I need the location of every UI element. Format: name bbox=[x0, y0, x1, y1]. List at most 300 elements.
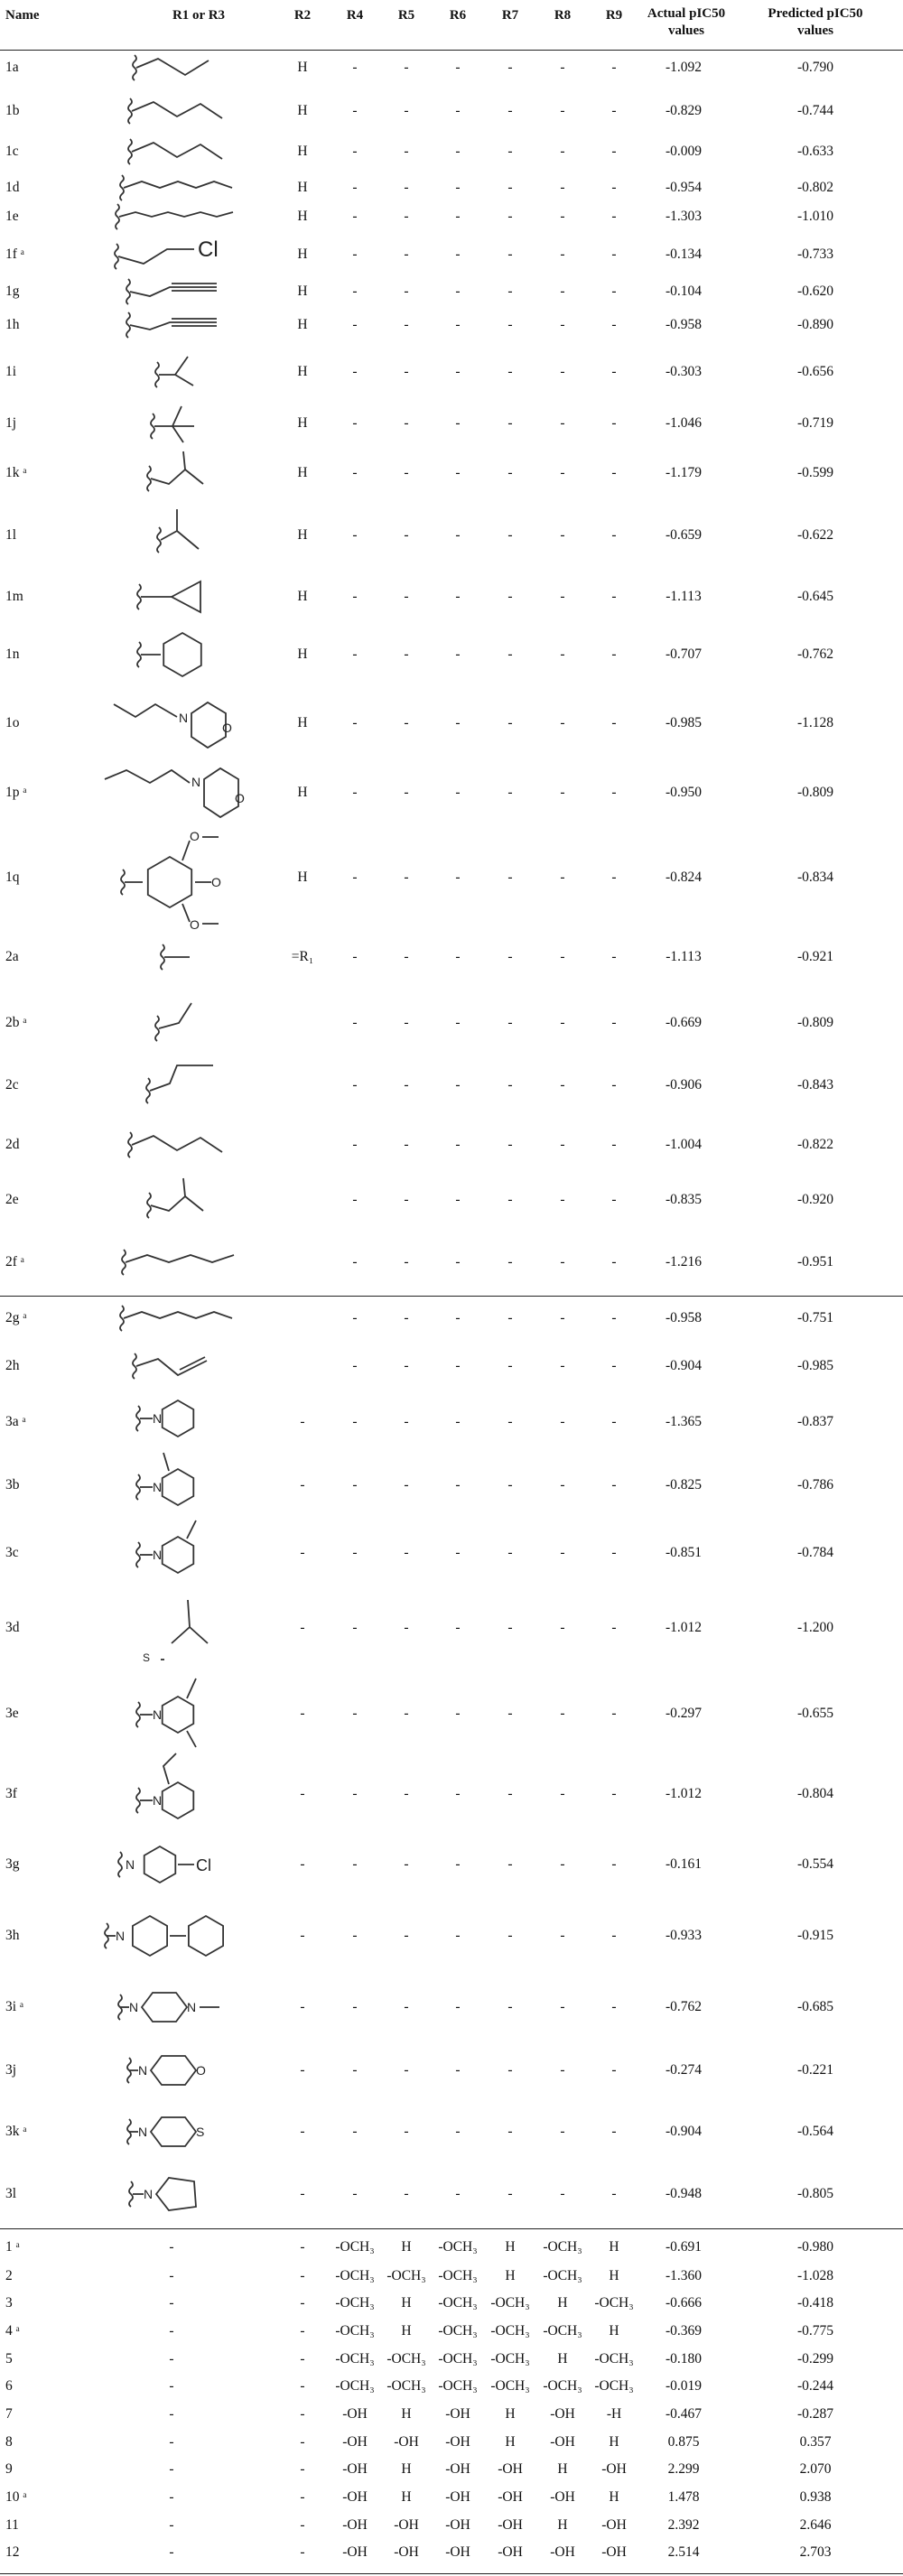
r6-value: - bbox=[455, 1999, 461, 2014]
r9-value: - bbox=[611, 527, 617, 543]
structure-drawing bbox=[113, 1980, 230, 2034]
predicted-value: -0.418 bbox=[796, 2295, 834, 2311]
actual-value: -0.824 bbox=[665, 870, 703, 885]
actual-value: -0.985 bbox=[665, 715, 703, 730]
r9-value: - bbox=[611, 1545, 617, 1560]
compound-name: 3j bbox=[5, 2062, 17, 2078]
compound-name: 2d bbox=[5, 1137, 20, 1152]
r5-value: - bbox=[404, 180, 409, 195]
structure-drawing bbox=[108, 692, 235, 755]
r5-value: - bbox=[404, 1999, 409, 2014]
structure-drawing bbox=[131, 1449, 212, 1521]
structure-drawing bbox=[131, 401, 212, 446]
r4-value: - bbox=[352, 317, 358, 332]
r2-value: H bbox=[297, 715, 308, 730]
table-header bbox=[0, 0, 903, 51]
r6-value: - bbox=[455, 2124, 461, 2139]
r5-value: H bbox=[401, 2406, 412, 2422]
compound-name: 3d bbox=[5, 1620, 20, 1635]
compound-name: 2h bbox=[5, 1358, 20, 1373]
predicted-value: -0.834 bbox=[796, 870, 834, 885]
r8-value: -OCH₃ bbox=[543, 2239, 582, 2255]
r6-value: - bbox=[455, 715, 461, 730]
r4-value: - bbox=[352, 284, 358, 299]
structure-drawing bbox=[122, 2043, 221, 2097]
predicted-value: -1.128 bbox=[796, 715, 834, 730]
predicted-value: -0.822 bbox=[796, 1137, 834, 1152]
r9-value: - bbox=[611, 646, 617, 662]
r8-value: - bbox=[560, 1999, 565, 2014]
r5-value: - bbox=[404, 60, 409, 75]
r4-value: -OH bbox=[342, 2544, 368, 2560]
r9-value: - bbox=[611, 1620, 617, 1635]
actual-value: 2.392 bbox=[667, 2517, 700, 2533]
actual-value: -0.707 bbox=[665, 646, 703, 662]
r7-value: - bbox=[507, 144, 513, 159]
r6-value: -OH bbox=[445, 2517, 470, 2533]
r2-value: - bbox=[300, 2517, 305, 2533]
compound-name: 3k ᵃ bbox=[5, 2124, 27, 2139]
predicted-value: -0.843 bbox=[796, 1077, 834, 1093]
r7-value: - bbox=[507, 284, 513, 299]
r9-value: - bbox=[611, 870, 617, 885]
r8-value: - bbox=[560, 1015, 565, 1030]
r2-value: H bbox=[297, 415, 308, 431]
r5-value: -OCH₃ bbox=[386, 2378, 426, 2394]
r8-value: - bbox=[560, 1928, 565, 1943]
actual-value: 1.478 bbox=[667, 2489, 700, 2505]
r4-value: - bbox=[352, 2186, 358, 2201]
r6-value: - bbox=[455, 1706, 461, 1721]
r4-value: -OH bbox=[342, 2461, 368, 2477]
r5-value: - bbox=[404, 144, 409, 159]
r8-value: - bbox=[560, 589, 565, 604]
structure-drawing bbox=[108, 206, 235, 228]
actual-value: -1.365 bbox=[665, 1414, 703, 1429]
r1-value: - bbox=[169, 2406, 174, 2422]
compound-name: 1c bbox=[5, 144, 19, 159]
structure-drawing bbox=[122, 2167, 221, 2221]
r8-value: - bbox=[560, 527, 565, 543]
r5-value: - bbox=[404, 715, 409, 730]
r5-value: - bbox=[404, 2124, 409, 2139]
r5-value: - bbox=[404, 1477, 409, 1493]
r6-value: -OH bbox=[445, 2544, 470, 2560]
r5-value: -OH bbox=[394, 2544, 419, 2560]
structure-drawing bbox=[131, 1673, 212, 1754]
r4-value: - bbox=[352, 715, 358, 730]
r9-value: -OCH₃ bbox=[594, 2295, 634, 2311]
r8-value: - bbox=[560, 2186, 565, 2201]
r2-value: H bbox=[297, 60, 308, 75]
structure-drawing bbox=[99, 752, 244, 833]
r9-value: - bbox=[611, 1928, 617, 1943]
r4-value: -OH bbox=[342, 2489, 368, 2505]
r5-value: - bbox=[404, 589, 409, 604]
compound-name: 1q bbox=[5, 870, 20, 885]
predicted-value: -0.784 bbox=[796, 1545, 834, 1560]
r5-value: -OCH₃ bbox=[386, 2351, 426, 2367]
r4-value: - bbox=[352, 103, 358, 118]
r8-value: - bbox=[560, 415, 565, 431]
r6-value: - bbox=[455, 1192, 461, 1207]
r4-value: - bbox=[352, 2124, 358, 2139]
r5-value: - bbox=[404, 284, 409, 299]
r2-value: H bbox=[297, 246, 308, 262]
compound-name: 3f bbox=[5, 1786, 17, 1801]
r7-value: H bbox=[505, 2406, 516, 2422]
predicted-value: -0.564 bbox=[796, 2124, 834, 2139]
r5-value: -OCH₃ bbox=[386, 2268, 426, 2283]
actual-value: -0.825 bbox=[665, 1477, 703, 1493]
r2-value: - bbox=[300, 2406, 305, 2422]
actual-value: -0.297 bbox=[665, 1706, 703, 1721]
structure-drawing bbox=[122, 50, 221, 86]
r4-value: - bbox=[352, 1192, 358, 1207]
r2-value: - bbox=[300, 2295, 305, 2311]
r4-value: -OCH₃ bbox=[335, 2351, 375, 2367]
r9-value: - bbox=[611, 1786, 617, 1801]
compound-name: 3l bbox=[5, 2186, 17, 2201]
r6-value: -OCH₃ bbox=[438, 2351, 478, 2367]
actual-value: -0.829 bbox=[665, 103, 703, 118]
r2-value: - bbox=[300, 2268, 305, 2283]
predicted-value: -0.719 bbox=[796, 415, 834, 431]
r8-value: - bbox=[560, 949, 565, 964]
r5-value: - bbox=[404, 1414, 409, 1429]
predicted-value: -0.809 bbox=[796, 1015, 834, 1030]
r4-value: - bbox=[352, 415, 358, 431]
compound-name: 1g bbox=[5, 284, 20, 299]
r7-value: H bbox=[505, 2239, 516, 2255]
compound-name: 5 bbox=[5, 2351, 13, 2367]
r8-value: H bbox=[557, 2295, 568, 2311]
r1-value: - bbox=[169, 2434, 174, 2450]
r7-value: -OCH₃ bbox=[490, 2323, 530, 2339]
r4-value: - bbox=[352, 364, 358, 379]
actual-value: -0.954 bbox=[665, 180, 703, 195]
r9-value: - bbox=[611, 1015, 617, 1030]
r9-value: - bbox=[611, 1077, 617, 1093]
actual-value: -0.161 bbox=[665, 1856, 703, 1872]
compound-name: 1m bbox=[5, 589, 23, 604]
r6-value: - bbox=[455, 246, 461, 262]
svg-text:N: N bbox=[153, 1707, 163, 1722]
r9-value: H bbox=[609, 2323, 619, 2339]
r2-value: - bbox=[300, 1477, 305, 1493]
compound-name: 1n bbox=[5, 646, 20, 662]
r6-value: -OCH₃ bbox=[438, 2295, 478, 2311]
compound-name: 3h bbox=[5, 1928, 20, 1943]
r8-value: - bbox=[560, 1192, 565, 1207]
actual-value: -1.303 bbox=[665, 209, 703, 224]
r7-value: - bbox=[507, 1015, 513, 1030]
r8-value: - bbox=[560, 646, 565, 662]
r9-value: - bbox=[611, 2124, 617, 2139]
actual-value: -1.046 bbox=[665, 415, 703, 431]
r4-value: - bbox=[352, 1706, 358, 1721]
r5-value: -OH bbox=[394, 2434, 419, 2450]
predicted-value: 2.703 bbox=[799, 2544, 832, 2560]
r6-value: - bbox=[455, 180, 461, 195]
r2-value: H bbox=[297, 103, 308, 118]
structure-drawing bbox=[131, 1753, 212, 1835]
r6-value: - bbox=[455, 1786, 461, 1801]
predicted-value: -0.751 bbox=[796, 1310, 834, 1325]
r9-value: -OCH₃ bbox=[594, 2351, 634, 2367]
r7-value: - bbox=[507, 1477, 513, 1493]
header-r5: R5 bbox=[397, 8, 415, 23]
svg-text:S: S bbox=[196, 2125, 205, 2139]
header-r1-r3: R1 or R3 bbox=[172, 8, 226, 23]
r6-value: - bbox=[455, 2062, 461, 2078]
r9-value: -OH bbox=[601, 2461, 627, 2477]
predicted-value: -0.837 bbox=[796, 1414, 834, 1429]
r2-value: - bbox=[300, 1999, 305, 2014]
r8-value: - bbox=[560, 103, 565, 118]
r7-value: - bbox=[507, 1137, 513, 1152]
structure-drawing bbox=[117, 134, 226, 170]
r6-value: - bbox=[455, 144, 461, 159]
r7-value: - bbox=[507, 715, 513, 730]
r6-value: -OCH₃ bbox=[438, 2268, 478, 2283]
r4-value: - bbox=[352, 1137, 358, 1152]
predicted-value: -0.980 bbox=[796, 2239, 834, 2255]
r7-value: -OH bbox=[498, 2489, 523, 2505]
actual-value: -0.274 bbox=[665, 2062, 703, 2078]
svg-text:N: N bbox=[187, 2000, 197, 2014]
svg-text:O: O bbox=[196, 2063, 206, 2078]
structure-drawing bbox=[131, 1395, 212, 1449]
r5-value: - bbox=[404, 1015, 409, 1030]
r8-value: -OCH₃ bbox=[543, 2323, 582, 2339]
r7-value: - bbox=[507, 2062, 513, 2078]
r8-value: -OCH₃ bbox=[543, 2378, 582, 2394]
svg-text:N: N bbox=[179, 711, 189, 725]
predicted-value: -0.244 bbox=[796, 2378, 834, 2394]
predicted-value: -0.645 bbox=[796, 589, 834, 604]
r9-value: - bbox=[611, 209, 617, 224]
r2-value: H bbox=[297, 527, 308, 543]
r8-value: - bbox=[560, 1706, 565, 1721]
predicted-value: -0.915 bbox=[796, 1928, 834, 1943]
predicted-value: 0.357 bbox=[799, 2434, 832, 2450]
r5-value: H bbox=[401, 2323, 412, 2339]
compound-name: 2f ᵃ bbox=[5, 1254, 25, 1269]
r4-value: - bbox=[352, 1015, 358, 1030]
r6-value: - bbox=[455, 1620, 461, 1635]
r7-value: - bbox=[507, 1620, 513, 1635]
r8-value: - bbox=[560, 1137, 565, 1152]
r9-value: H bbox=[609, 2239, 619, 2255]
r5-value: - bbox=[404, 246, 409, 262]
r4-value: - bbox=[352, 646, 358, 662]
r6-value: - bbox=[455, 646, 461, 662]
r7-value: - bbox=[507, 527, 513, 543]
structure-drawing bbox=[122, 2105, 221, 2159]
actual-value: -0.009 bbox=[665, 144, 703, 159]
r9-value: - bbox=[611, 1706, 617, 1721]
r1-value: - bbox=[169, 2323, 174, 2339]
r5-value: - bbox=[404, 1310, 409, 1325]
r9-value: - bbox=[611, 103, 617, 118]
header-r2: R2 bbox=[293, 8, 312, 23]
r4-value: -OH bbox=[342, 2406, 368, 2422]
predicted-value: -0.802 bbox=[796, 180, 834, 195]
r2-value: H bbox=[297, 785, 308, 800]
r1-value: - bbox=[169, 2351, 174, 2367]
r9-value: - bbox=[611, 2186, 617, 2201]
r7-value: -OCH₃ bbox=[490, 2351, 530, 2367]
compound-name: 2 bbox=[5, 2268, 13, 2283]
actual-value: -0.904 bbox=[665, 2124, 703, 2139]
r2-value: - bbox=[300, 2378, 305, 2394]
predicted-value: -1.200 bbox=[796, 1620, 834, 1635]
r8-value: -OH bbox=[550, 2544, 575, 2560]
r8-value: - bbox=[560, 1620, 565, 1635]
compound-name: 2c bbox=[5, 1077, 19, 1093]
compound-name: 6 bbox=[5, 2378, 13, 2394]
r7-value: - bbox=[507, 415, 513, 431]
r7-value: - bbox=[507, 465, 513, 480]
r5-value: - bbox=[404, 1620, 409, 1635]
r2-value: - bbox=[300, 1706, 305, 1721]
r7-value: - bbox=[507, 209, 513, 224]
r9-value: - bbox=[611, 1414, 617, 1429]
compound-name: 11 bbox=[5, 2517, 19, 2533]
r7-value: H bbox=[505, 2268, 516, 2283]
r7-value: H bbox=[505, 2434, 516, 2450]
r8-value: - bbox=[560, 1077, 565, 1093]
r8-value: - bbox=[560, 465, 565, 480]
r4-value: - bbox=[352, 527, 358, 543]
actual-value: 2.514 bbox=[667, 2544, 700, 2560]
header-predicted-pic50: Predicted pIC50 values bbox=[768, 6, 863, 38]
svg-text:Cl: Cl bbox=[196, 1856, 211, 1874]
actual-value: -0.303 bbox=[665, 364, 703, 379]
r8-value: - bbox=[560, 785, 565, 800]
actual-value: -0.369 bbox=[665, 2323, 703, 2339]
r2-value: - bbox=[300, 2434, 305, 2450]
r5-value: - bbox=[404, 1545, 409, 1560]
r9-value: - bbox=[611, 1856, 617, 1872]
structure-drawing bbox=[131, 1175, 212, 1225]
r4-value: - bbox=[352, 144, 358, 159]
svg-text:O: O bbox=[190, 917, 200, 932]
r6-value: - bbox=[455, 1477, 461, 1493]
r8-value: - bbox=[560, 1414, 565, 1429]
predicted-value: -1.010 bbox=[796, 209, 834, 224]
r4-value: - bbox=[352, 246, 358, 262]
r7-value: - bbox=[507, 785, 513, 800]
r2-value: H bbox=[297, 465, 308, 480]
header-name: Name bbox=[5, 8, 40, 23]
structure-drawing bbox=[99, 1909, 244, 1963]
r6-value: - bbox=[455, 527, 461, 543]
r6-value: - bbox=[455, 785, 461, 800]
r6-value: - bbox=[455, 1137, 461, 1152]
actual-value: -0.180 bbox=[665, 2351, 703, 2367]
predicted-value: -0.805 bbox=[796, 2186, 834, 2201]
r9-value: - bbox=[611, 246, 617, 262]
actual-value: -0.933 bbox=[665, 1928, 703, 1943]
r9-value: - bbox=[611, 589, 617, 604]
r2-value: - bbox=[300, 2489, 305, 2505]
r5-value: - bbox=[404, 103, 409, 118]
compound-name: 1a bbox=[5, 60, 19, 75]
header-r9: R9 bbox=[605, 8, 623, 23]
compound-name: 8 bbox=[5, 2434, 13, 2450]
compound-name: 10 ᵃ bbox=[5, 2489, 27, 2505]
r5-value: - bbox=[404, 1077, 409, 1093]
r5-value: - bbox=[404, 1358, 409, 1373]
r8-value: - bbox=[560, 364, 565, 379]
compound-name: 3i ᵃ bbox=[5, 1999, 24, 2014]
predicted-value: -0.633 bbox=[796, 144, 834, 159]
r7-value: - bbox=[507, 1545, 513, 1560]
r9-value: - bbox=[611, 1999, 617, 2014]
r6-value: - bbox=[455, 1545, 461, 1560]
r9-value: - bbox=[611, 180, 617, 195]
r2-value: - bbox=[300, 2351, 305, 2367]
r4-value: -OCH₃ bbox=[335, 2295, 375, 2311]
r4-value: - bbox=[352, 1077, 358, 1093]
actual-value: -1.113 bbox=[666, 949, 702, 964]
compound-name: 1p ᵃ bbox=[5, 785, 27, 800]
r7-value: -OH bbox=[498, 2517, 523, 2533]
r7-value: - bbox=[507, 870, 513, 885]
predicted-value: -0.951 bbox=[796, 1254, 834, 1269]
predicted-value: -0.790 bbox=[796, 60, 834, 75]
r6-value: - bbox=[455, 870, 461, 885]
r9-value: -H bbox=[606, 2406, 622, 2422]
r6-value: - bbox=[455, 1077, 461, 1093]
predicted-value: -0.299 bbox=[796, 2351, 834, 2367]
r2-value: - bbox=[300, 2461, 305, 2477]
r7-value: - bbox=[507, 1414, 513, 1429]
r2-value: H bbox=[297, 209, 308, 224]
r7-value: - bbox=[507, 2186, 513, 2201]
r5-value: - bbox=[404, 364, 409, 379]
r9-value: - bbox=[611, 715, 617, 730]
r7-value: - bbox=[507, 646, 513, 662]
r5-value: - bbox=[404, 1137, 409, 1152]
actual-value: -1.216 bbox=[665, 1254, 703, 1269]
svg-text:N: N bbox=[153, 1411, 163, 1426]
actual-value: -1.113 bbox=[666, 589, 702, 604]
r1-value: - bbox=[169, 2517, 174, 2533]
r4-value: - bbox=[352, 949, 358, 964]
predicted-value: -0.620 bbox=[796, 284, 834, 299]
r6-value: - bbox=[455, 1856, 461, 1872]
r7-value: - bbox=[507, 949, 513, 964]
svg-text:N: N bbox=[153, 1480, 163, 1494]
r8-value: - bbox=[560, 1856, 565, 1872]
r9-value: H bbox=[609, 2489, 619, 2505]
predicted-value: -0.744 bbox=[796, 103, 834, 118]
predicted-value: -1.028 bbox=[796, 2268, 834, 2283]
r5-value: H bbox=[401, 2239, 412, 2255]
structure-drawing bbox=[113, 1244, 230, 1280]
r5-value: - bbox=[404, 1254, 409, 1269]
r9-value: H bbox=[609, 2268, 619, 2283]
r2-value: - bbox=[300, 1414, 305, 1429]
r6-value: - bbox=[455, 364, 461, 379]
compound-name: 1 ᵃ bbox=[5, 2239, 20, 2255]
actual-value: -1.092 bbox=[665, 60, 703, 75]
header-r4: R4 bbox=[346, 8, 364, 23]
r1-value: - bbox=[169, 2461, 174, 2477]
